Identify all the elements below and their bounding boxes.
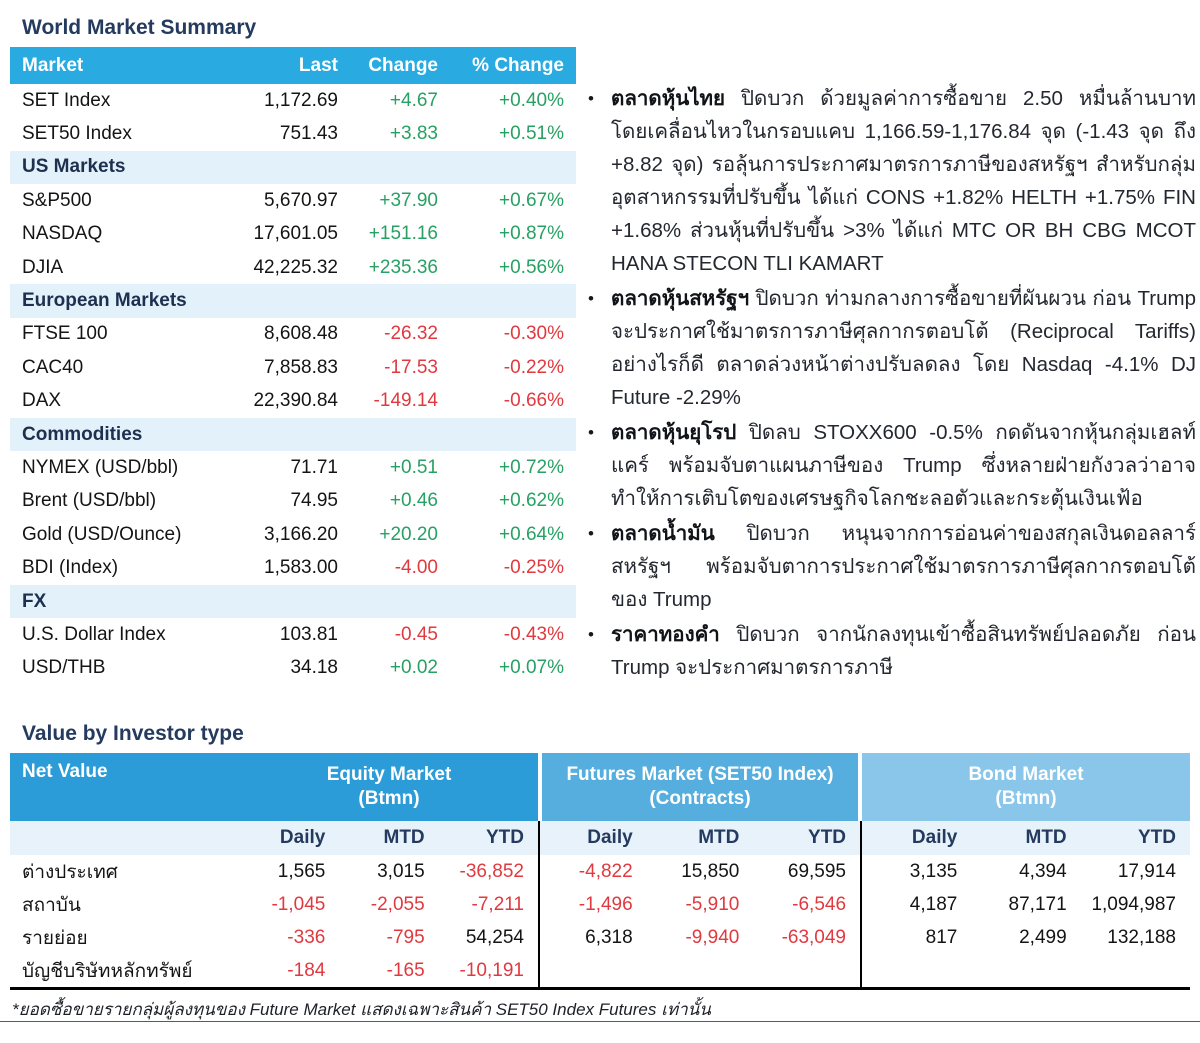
futures-values [538,921,860,954]
bullet-icon: • [588,89,594,108]
market-name: S&P500 [22,189,92,211]
change-value: +4.67 [389,89,438,111]
change-value: +20.20 [379,523,438,545]
market-name: European Markets [22,290,187,312]
market-name: USD/THB [22,657,106,679]
commentary-bullet [588,517,1196,616]
last-value: 103.81 [279,623,338,645]
futures-values [538,888,860,921]
futures-values [538,855,860,888]
bond-values [860,855,1190,888]
period-header-mtd: MTD [1025,827,1067,848]
bond-value: 4,394 [1019,860,1067,882]
market-data-row [10,385,576,418]
change-value: -149.14 [373,390,438,412]
change-value: -26.32 [384,323,438,345]
last-value: 34.18 [290,657,338,679]
market-section-row [10,585,576,618]
equity-value: -184 [287,959,326,981]
bond-value: 132,188 [1107,926,1176,948]
investor-table-group-header [10,753,1190,821]
last-value: 42,225.32 [253,256,338,278]
bond-market-unit: (Btmn) [995,788,1057,809]
investor-type-label: ต่างประเทศ [22,861,118,883]
investor-type-label: บัญชีบริษัทหลักทรัพย์ [22,960,193,982]
pct-change-value: +0.07% [499,657,564,679]
investor-table-body [10,855,1190,990]
futures-value: -4,822 [578,860,633,882]
futures-value: 69,595 [787,860,847,882]
bullet-lead: ตลาดน้ำมัน [611,522,715,545]
change-value: +3.83 [389,123,438,145]
bond-period-columns [860,821,1190,855]
market-data-row [10,318,576,351]
change-value: -0.45 [394,623,438,645]
change-value: +0.02 [389,657,438,679]
period-header-ytd: YTD [808,827,847,848]
market-name: DJIA [22,256,64,278]
last-value: 5,670.97 [264,189,338,211]
futures-market-header-cell [542,753,858,821]
bond-values [860,888,1190,921]
equity-value: -2,055 [370,893,425,915]
column-header-change: Change [368,54,438,76]
last-value: 1,172.69 [264,89,338,111]
futures-value: -6,546 [792,893,847,915]
market-name: Brent (USD/bbl) [22,490,157,512]
market-data-row [10,117,576,150]
change-value: +235.36 [368,256,438,278]
market-data-row [10,518,576,551]
bullet-lead: ตลาดหุ้นยุโรป [611,421,737,444]
commentary-bullet [588,82,1196,280]
futures-value: -1,496 [578,893,633,915]
bullet-icon: • [588,625,594,644]
futures-market-label: Futures Market (SET50 Index) [566,764,834,785]
futures-value: 15,850 [681,860,740,882]
equity-value: 3,015 [377,860,425,882]
bullet-icon: • [588,423,594,442]
last-value: 74.95 [290,490,338,512]
investor-type-label: สถาบัน [22,894,81,916]
pct-change-value: -0.30% [503,323,564,345]
bond-market-label: Bond Market [968,764,1084,785]
equity-value: -165 [386,959,425,981]
last-value: 71.71 [290,456,338,478]
bullet-lead: ตลาดหุ้นไทย [611,87,726,110]
pct-change-value: +0.87% [499,223,564,245]
market-data-row [10,551,576,584]
bullet-icon: • [588,289,594,308]
market-data-row [10,84,576,117]
period-header-daily: Daily [911,827,958,848]
futures-value: -9,940 [685,926,740,948]
change-value: +151.16 [368,223,438,245]
commentary-bullet [588,416,1196,515]
market-data-row [10,485,576,518]
market-data-row [10,184,576,217]
commentary-bullet [588,282,1196,414]
market-section-row [10,284,576,317]
investor-row [10,954,1190,987]
equity-value: -336 [287,926,326,948]
change-value: +0.46 [389,490,438,512]
bond-value: 17,914 [1117,860,1176,882]
equity-values [240,888,538,921]
period-header-daily: Daily [587,827,633,848]
market-name: BDI (Index) [22,557,119,579]
bullet-lead: ตลาดหุ้นสหรัฐฯ [611,287,750,310]
market-data-row [10,652,576,685]
futures-value: -5,910 [685,893,740,915]
period-header-ytd: YTD [1137,827,1176,848]
last-value: 8,608.48 [264,323,338,345]
futures-footnote: *ยอดซื้อขายรายกลุ่มผู้ลงทุนของ Future Market แสดงเฉพาะสินค้า SET50 Index Futures เท่านั้น [12,1000,711,1019]
market-name: US Markets [22,156,126,178]
bullet-text: ตลาดหุ้นยุโรป ปิดลบ STOXX600 -0.5% กดดันจากหุ้นกลุ่มเฮลท์แคร์ พร้อมจับตาแผนภาษีของ Trump ซึ่งหลายฝ่ายกังวลว่าอาจทำให้การเติบโตของเศรษฐกิจโลกชะลอตัวและกระตุ้นเงินเฟ้อ [611,421,1196,510]
investor-table [10,753,1190,990]
investor-row [10,855,1190,888]
equity-values [240,855,538,888]
futures-period-columns [538,821,860,855]
bullet-text: ตลาดหุ้นไทย ปิดบวก ด้วยมูลค่าการซื้อขาย 2.50 หมื่นล้านบาท โดยเคลื่อนไหวในกรอบแคบ 1,166.59-1,176.84 จุด (-1.43 จุด ถึง +8.82 จุด) รอลุ้นการประกาศมาตรการภาษีของสหรัฐฯ สำหรับกลุ่มอุตสาหกรรมที่ปรับขึ้น ได้แก่ CONS +1.82% HELTH +1.75% FIN +1.68% ส่วนหุ้นที่ปรับขึ้น >3% ได้แก่ MTC OR BH CBG MCOT HANA STECON TLI KAMART [611,87,1196,275]
market-name: Commodities [22,423,143,445]
change-value: +0.51 [389,456,438,478]
last-value: 17,601.05 [253,223,338,245]
market-name: DAX [22,390,62,412]
change-value: +37.90 [379,189,438,211]
last-value: 751.43 [279,123,338,145]
bullet-icon: • [588,524,594,543]
change-value: -4.00 [394,557,438,579]
market-name: FTSE 100 [22,323,108,345]
pct-change-value: +0.72% [499,456,564,478]
market-name: U.S. Dollar Index [22,623,166,645]
market-section-row [10,151,576,184]
world-market-table-body [10,84,576,685]
market-section-row [10,418,576,451]
equity-value: -1,045 [271,893,326,915]
bond-value: 2,499 [1019,926,1067,948]
market-name: SET50 Index [22,123,132,145]
market-name: NYMEX (USD/bbl) [22,456,179,478]
equity-value: 1,565 [277,860,326,882]
pct-change-value: +0.64% [499,523,564,545]
market-data-row [10,451,576,484]
value-by-investor-type-title: Value by Investor type [22,722,244,745]
market-name: CAC40 [22,356,84,378]
market-name: SET Index [22,89,111,111]
futures-value: -63,049 [781,926,847,948]
bullet-text: ตลาดหุ้นสหรัฐฯ ปิดบวก ท่ามกลางการซื้อขายที่ผันผวน ก่อน Trump จะประกาศใช้มาตรการภาษีศุลกากรตอบโต้ (Reciprocal Tariffs) อย่างไรก็ดี ตลาดล่วงหน้าต่างปรับลดลง โดย Nasdaq -4.1% DJ Future -2.29% [611,287,1196,409]
equity-value: -10,191 [459,959,524,981]
column-header-pct-change: % Change [472,54,564,76]
pct-change-value: +0.51% [499,123,564,145]
investor-row [10,888,1190,921]
bullet-text: ตลาดน้ำมัน ปิดบวก หนุนจากการอ่อนค่าของสกุลเงินดอลลาร์สหรัฐฯ พร้อมจับตาการประกาศใช้มาตรการภาษีศุลกากรตอบโต้ของ Trump [611,522,1196,611]
bond-values [860,954,1190,987]
equity-market-unit: (Btmn) [358,788,420,809]
last-value: 22,390.84 [253,390,338,412]
last-value: 1,583.00 [264,557,338,579]
pct-change-value: -0.43% [503,623,564,645]
equity-value: -7,211 [471,893,524,915]
bond-market-header-cell [862,753,1190,821]
pct-change-value: +0.56% [499,256,564,278]
period-header-mtd: MTD [698,827,740,848]
futures-market-unit: (Contracts) [649,788,751,809]
equity-period-columns [240,821,538,855]
investor-table-period-header [10,821,1190,855]
bond-value: 817 [925,926,958,948]
last-value: 3,166.20 [264,523,338,545]
bond-value: 1,094,987 [1091,893,1176,915]
pct-change-value: -0.22% [503,356,564,378]
market-name: NASDAQ [22,223,103,245]
investor-row [10,921,1190,954]
bond-value: 87,171 [1008,893,1067,915]
period-header-daily: Daily [279,827,326,848]
equity-market-header-cell [10,753,538,821]
last-value: 7,858.83 [264,356,338,378]
net-value-label: Net Value [22,761,108,782]
futures-value: 6,318 [585,926,633,948]
pct-change-value: +0.62% [499,490,564,512]
bond-value: 3,135 [909,860,958,882]
change-value: -17.53 [384,356,438,378]
bullet-text: ราคาทองคำ ปิดบวก จากนักลงทุนเข้าซื้อสินทรัพย์ปลอดภัย ก่อน Trump จะประกาศมาตรการภาษี [611,623,1196,679]
bullet-lead: ราคาทองคำ [611,623,720,646]
market-data-row [10,351,576,384]
world-market-summary-title: World Market Summary [22,16,257,39]
equity-value: -795 [386,926,425,948]
period-header-mtd: MTD [383,827,425,848]
equity-value: 54,254 [465,926,524,948]
commentary-bullet [588,618,1196,684]
market-data-row [10,218,576,251]
period-header-ytd: YTD [485,827,524,848]
equity-value: -36,852 [459,860,524,882]
market-name: Gold (USD/Ounce) [22,523,182,545]
market-name: FX [22,590,47,612]
equity-values [240,921,538,954]
market-data-row [10,618,576,651]
world-market-table-header [10,47,576,84]
bond-value: 4,187 [909,893,958,915]
equity-market-label: Equity Market [326,764,452,785]
bond-values [860,921,1190,954]
column-header-last: Last [298,54,338,76]
footer-divider [0,1021,1200,1022]
market-commentary [588,82,1196,686]
futures-values [538,954,860,987]
pct-change-value: -0.66% [503,390,564,412]
world-market-table [10,47,576,685]
pct-change-value: +0.40% [499,89,564,111]
equity-values [240,954,538,987]
market-data-row [10,251,576,284]
column-header-market: Market [22,54,84,76]
pct-change-value: +0.67% [499,189,564,211]
pct-change-value: -0.25% [503,557,564,579]
investor-type-label: รายย่อย [22,927,88,949]
